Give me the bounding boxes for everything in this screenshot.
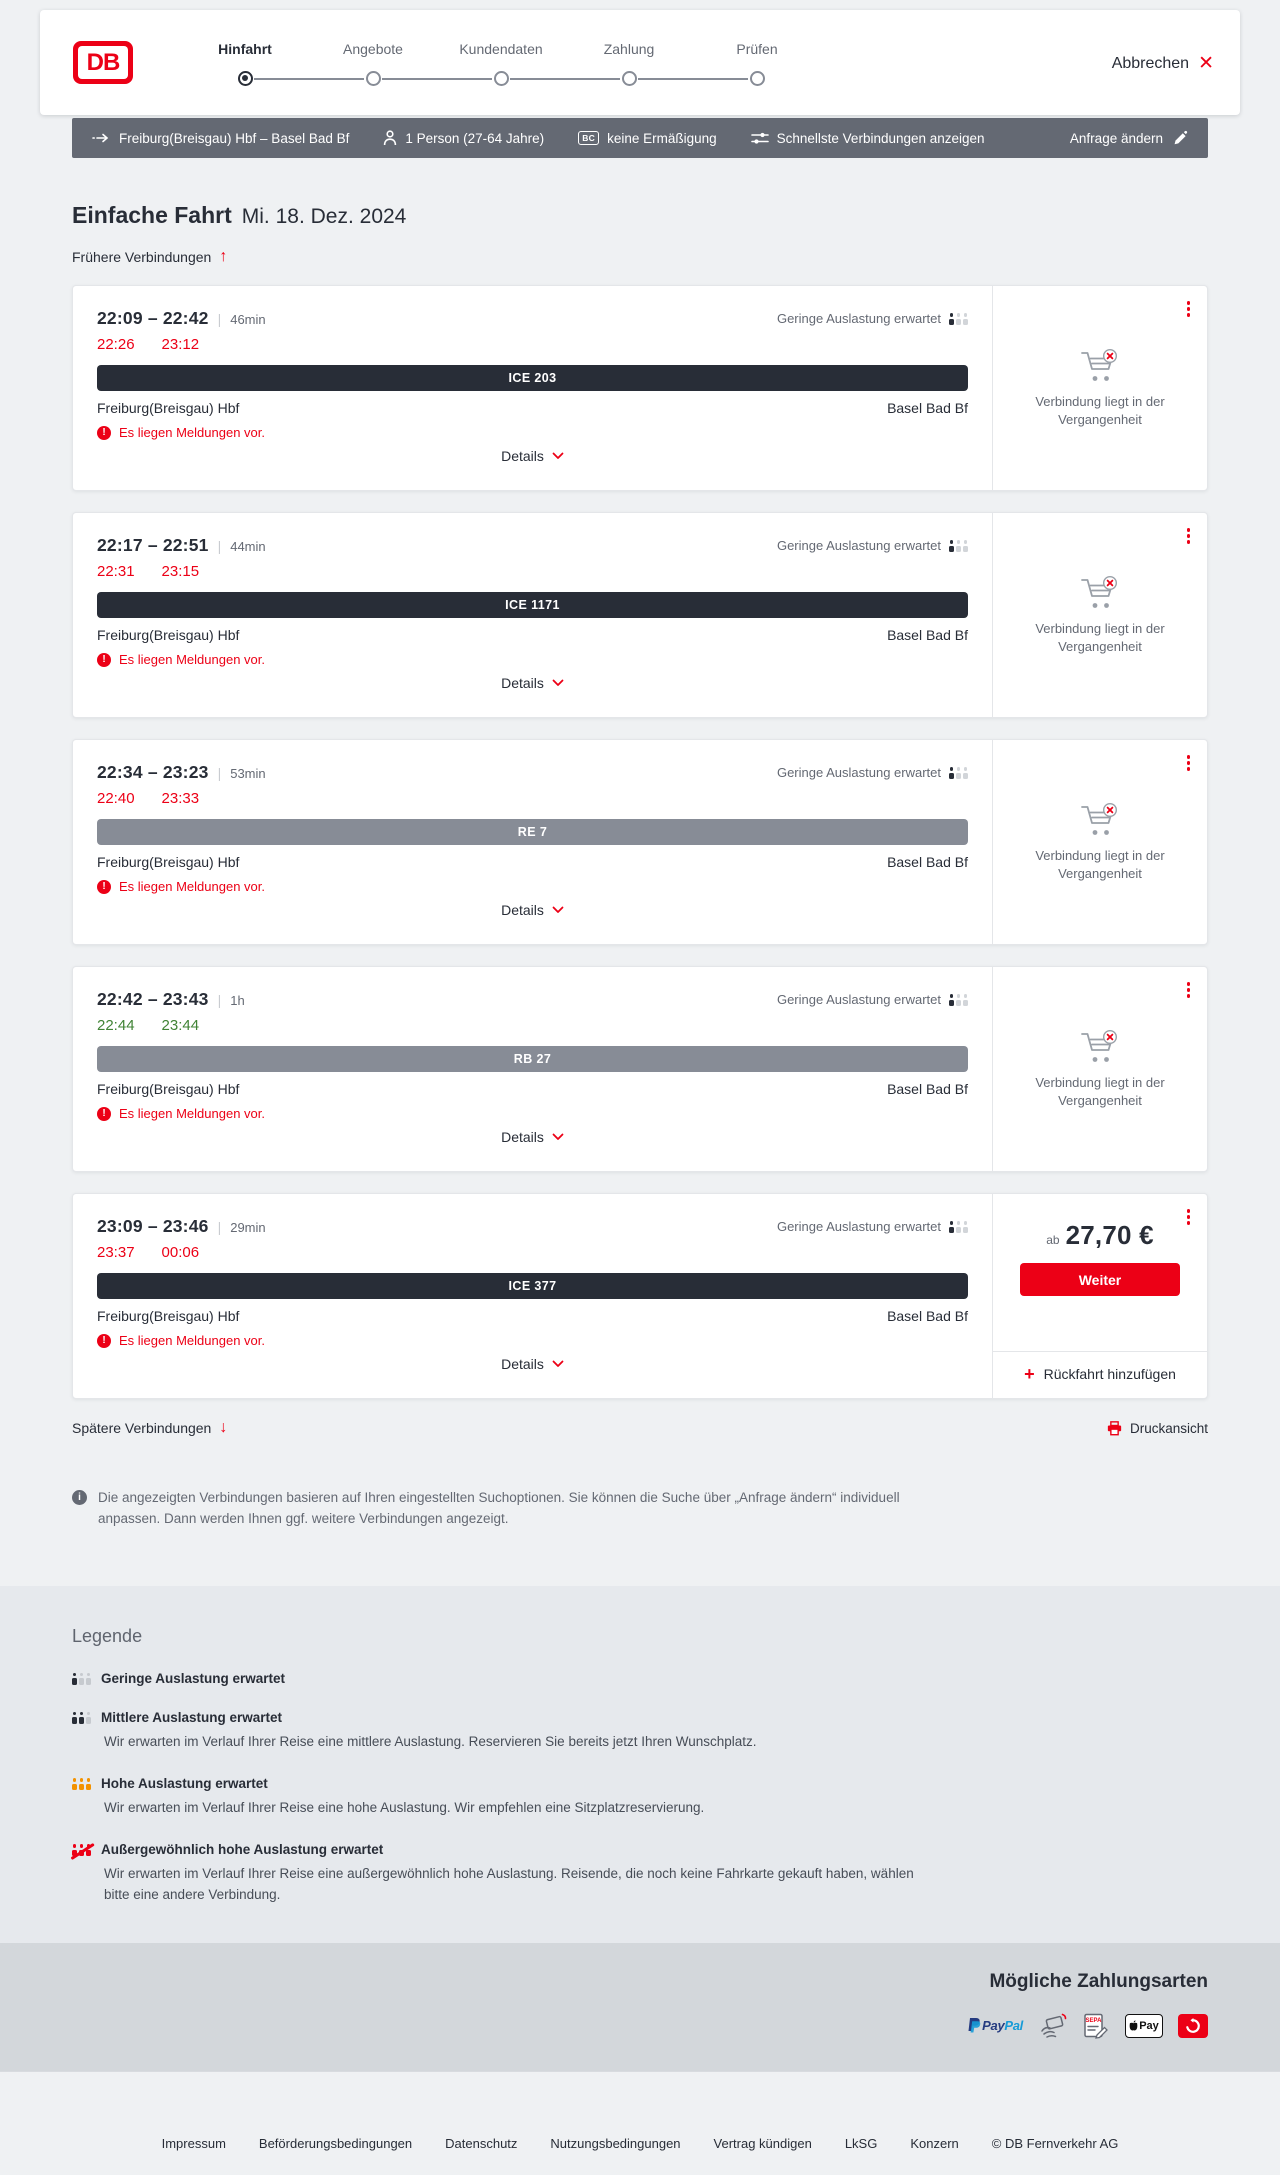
- sliders-icon: [751, 131, 769, 145]
- occupancy-status: [777, 1219, 968, 1234]
- occupancy-icon: [949, 312, 968, 325]
- giropay-hand-icon: [1038, 2013, 1068, 2039]
- past-connection-panel: [993, 967, 1207, 1171]
- chevron-down-icon: [552, 1360, 564, 1368]
- payment-section: [0, 1943, 1280, 2071]
- cart-unavailable-icon: [1079, 575, 1121, 611]
- delayed-times: 22:26 23:12: [97, 336, 200, 353]
- train-label-bar: ICE 203: [97, 365, 968, 391]
- occupancy-status: [777, 765, 968, 780]
- origin-station: Freiburg(Breisgau) Hbf: [97, 854, 240, 870]
- footer-link[interactable]: LkSG: [844, 2135, 878, 2151]
- messages-note: ! Es liegen Meldungen vor.: [97, 1333, 968, 1348]
- footer-link[interactable]: Beförderungsbedingungen: [258, 2135, 413, 2151]
- connection-card[interactable]: [72, 966, 1208, 1172]
- occupancy-icon: [949, 993, 968, 1006]
- past-connection-text: Verbindung liegt in der Vergangenheit: [1035, 847, 1165, 881]
- legend-item: [72, 1710, 1208, 1752]
- details-toggle[interactable]: Details: [497, 1121, 568, 1153]
- search-summary-bar: [72, 118, 1208, 158]
- paypal-mark-icon: [967, 2017, 982, 2035]
- route-summary: [92, 131, 349, 146]
- train-label-bar: ICE 1171: [97, 592, 968, 618]
- connection-card[interactable]: [72, 285, 1208, 491]
- connection-main: [73, 1194, 992, 1398]
- arrow-up-icon: ↑: [219, 248, 228, 265]
- details-toggle[interactable]: Details: [497, 667, 568, 699]
- footer-link[interactable]: Datenschutz: [445, 2135, 518, 2151]
- edit-request-button[interactable]: [1070, 130, 1188, 146]
- step-dot-icon: [622, 71, 637, 86]
- travelers-text: 1 Person (27-64 Jahre): [405, 130, 545, 146]
- price-panel: [993, 1194, 1207, 1398]
- edit-request-label: Anfrage ändern: [1069, 130, 1163, 146]
- legend-item: [72, 1776, 1208, 1818]
- note-text: Die angezeigten Verbindungen basieren auf Ihren eingestellten Suchoptionen. Sie können die Suche über „Anfrage ändern“ individuell anpassen. Dann werden Ihnen ggf. weitere Verbindungen angezeigt.: [98, 1490, 900, 1526]
- origin-station: Freiburg(Breisgau) Hbf: [97, 400, 240, 416]
- destination-station: Basel Bad Bf: [887, 400, 968, 416]
- legend-item: [72, 1671, 1208, 1686]
- legend-item-description: Wir erwarten im Verlauf Ihrer Reise eine hohe Auslastung. Wir empfehlen eine Sitzplatzreservierung.: [104, 1800, 705, 1816]
- cart-unavailable-icon: [1079, 802, 1121, 838]
- connection-card[interactable]: [72, 512, 1208, 718]
- cancel-label: Abbrechen: [1111, 54, 1190, 72]
- origin-station: Freiburg(Breisgau) Hbf: [97, 1308, 240, 1324]
- svg-text:SEPA: SEPA: [1085, 2017, 1102, 2024]
- chevron-down-icon: [552, 906, 564, 914]
- page-header: [40, 10, 1240, 115]
- copyright: © DB Fernverkehr AG: [991, 2135, 1119, 2151]
- occupancy-legend-icon: [72, 1777, 91, 1790]
- train-label-bar: RB 27: [97, 1046, 968, 1072]
- connection-times: 23:09 – 23:46 | 29min: [97, 1216, 266, 1236]
- destination-station: Basel Bad Bf: [887, 854, 968, 870]
- connection-duration: 44min: [230, 539, 266, 554]
- step-label: Prüfen: [736, 40, 778, 57]
- fastest-label: Schnellste Verbindungen anzeigen: [776, 130, 985, 146]
- messages-note: ! Es liegen Meldungen vor.: [97, 879, 968, 894]
- connection-side-panel: [992, 286, 1207, 490]
- paypal-icon: PayPal: [967, 2017, 1023, 2035]
- occupancy-icon: [949, 539, 968, 552]
- legend-item: [72, 1842, 1208, 1905]
- payment-icons-row: [967, 2013, 1208, 2039]
- step-dot-icon: [750, 71, 765, 86]
- printer-icon: [1107, 1421, 1122, 1436]
- pencil-icon: [1172, 130, 1188, 146]
- discount-text: keine Ermäßigung: [607, 130, 717, 146]
- past-connection-text: Verbindung liegt in der Vergangenheit: [1035, 1074, 1165, 1108]
- details-toggle[interactable]: Details: [497, 894, 568, 926]
- step-angebote: [309, 41, 437, 89]
- step-hinfahrt: [181, 41, 309, 89]
- legend-section: [0, 1586, 1280, 1943]
- train-label-bar: RE 7: [97, 819, 968, 845]
- price: ab 27,70 €: [1046, 1220, 1154, 1250]
- alert-icon: !: [97, 426, 111, 440]
- legend-item-title: Mittlere Auslastung erwartet: [101, 1709, 283, 1725]
- occupancy-icon: [949, 766, 968, 779]
- occupancy-label: Geringe Auslastung erwartet: [776, 311, 941, 326]
- occupancy-label: Geringe Auslastung erwartet: [776, 1219, 941, 1234]
- add-return-button[interactable]: + Rückfahrt hinzufügen: [993, 1351, 1207, 1398]
- kebab-menu[interactable]: [1184, 1206, 1194, 1228]
- train-label-bar: ICE 377: [97, 1273, 968, 1299]
- discount-summary: [578, 131, 716, 146]
- past-connection-text: Verbindung liegt in der Vergangenheit: [1035, 393, 1165, 427]
- earlier-connections-label: Frühere Verbindungen: [72, 249, 212, 265]
- messages-note: ! Es liegen Meldungen vor.: [97, 652, 968, 667]
- bahncard-icon: BC: [578, 131, 599, 145]
- messages-note: ! Es liegen Meldungen vor.: [97, 425, 968, 440]
- connection-duration: 53min: [230, 766, 266, 781]
- travelers-summary: [383, 130, 544, 146]
- connection-times: 22:17 – 22:51 | 44min: [97, 535, 266, 555]
- plus-icon: +: [1024, 1364, 1035, 1384]
- info-icon: i: [72, 1490, 87, 1505]
- person-icon: [383, 130, 397, 146]
- delayed-times: 22:40 23:33: [97, 790, 200, 807]
- details-toggle[interactable]: Details: [497, 1348, 568, 1380]
- step-dot-icon: [366, 71, 381, 86]
- footer-link[interactable]: Nutzungsbedingungen: [550, 2135, 681, 2151]
- destination-station: Basel Bad Bf: [887, 1081, 968, 1097]
- stations-row: [97, 1308, 968, 1324]
- connection-duration: 46min: [230, 312, 266, 327]
- stations-row: [97, 1081, 968, 1097]
- chevron-down-icon: [552, 452, 564, 460]
- occupancy-status: [777, 311, 968, 326]
- step-prüfen: [693, 41, 821, 89]
- occupancy-icon: [949, 1220, 968, 1233]
- alert-icon: !: [97, 1107, 111, 1121]
- stations-row: [97, 400, 968, 416]
- search-options-note: [72, 1488, 932, 1530]
- results-footer-row: [72, 1420, 1208, 1436]
- step-zahlung: [565, 41, 693, 89]
- legend-item-description: Wir erwarten im Verlauf Ihrer Reise eine mittlere Auslastung. Reservieren Sie bereits jetzt Ihren Wunschplatz.: [104, 1733, 757, 1749]
- connection-duration: 29min: [230, 1220, 266, 1235]
- earlier-connections-link[interactable]: [72, 249, 227, 265]
- page-title: [72, 202, 1208, 229]
- step-kundendaten: [437, 41, 565, 89]
- occupancy-legend-icon: [72, 1711, 91, 1724]
- connection-duration: 1h: [230, 993, 245, 1008]
- origin-station: Freiburg(Breisgau) Hbf: [97, 1081, 240, 1097]
- stations-row: [97, 627, 968, 643]
- kebab-menu[interactable]: [1184, 298, 1194, 320]
- footer-links: [40, 2136, 1240, 2151]
- route-text: Freiburg(Breisgau) Hbf – Basel Bad Bf: [119, 130, 350, 146]
- step-dot-icon: [238, 71, 253, 86]
- legend-item-title: Außergewöhnlich hohe Auslastung erwartet: [101, 1842, 384, 1858]
- footer-link[interactable]: Vertrag kündigen: [713, 2135, 812, 2151]
- connection-main: [73, 967, 992, 1171]
- step-label: Zahlung: [603, 40, 655, 57]
- occupancy-label: Geringe Auslastung erwartet: [776, 538, 941, 553]
- footer-link[interactable]: Konzern: [910, 2135, 959, 2151]
- legend-item-title: Geringe Auslastung erwartet: [101, 1670, 286, 1686]
- past-connection-panel: [993, 513, 1207, 717]
- kebab-menu[interactable]: [1184, 525, 1194, 547]
- print-view-label: Druckansicht: [1129, 1420, 1208, 1436]
- past-connection-text: Verbindung liegt in der Vergangenheit: [1035, 620, 1165, 654]
- kebab-menu[interactable]: [1184, 979, 1194, 1001]
- step-dot-icon: [494, 71, 509, 86]
- occupancy-status: [777, 538, 968, 553]
- cart-unavailable-icon: [1079, 1029, 1121, 1065]
- legend-item-title: Hohe Auslastung erwartet: [101, 1776, 268, 1792]
- fastest-connections-toggle[interactable]: [751, 131, 985, 146]
- occupancy-legend-icon: [72, 1843, 91, 1856]
- close-icon: ✕: [1198, 53, 1214, 74]
- stations-row: [97, 854, 968, 870]
- sepa-lastschrift-icon: [1083, 2013, 1110, 2039]
- step-label: Kundendaten: [459, 40, 543, 57]
- step-label: Hinfahrt: [218, 40, 272, 57]
- apple-pay-label: Pay: [1139, 2019, 1159, 2032]
- legend-items: [72, 1671, 1208, 1905]
- cancel-button[interactable]: [1112, 54, 1214, 73]
- connection-card[interactable]: [72, 1193, 1208, 1399]
- footer-link[interactable]: Impressum: [161, 2135, 226, 2151]
- legend-item-description: Wir erwarten im Verlauf Ihrer Reise eine außergewöhnlich hohe Auslastung. Reisende, die noch keine Fahrkarte gekauft haben, wählen bitte eine andere Verbindung.: [104, 1866, 914, 1902]
- past-connection-panel: [993, 286, 1207, 490]
- db-logo[interactable]: [73, 41, 133, 84]
- db-logo-text: DB: [78, 46, 128, 79]
- sofort-icon: [1178, 2014, 1208, 2038]
- legend-title: Legende: [72, 1625, 143, 1646]
- chevron-down-icon: [552, 679, 564, 687]
- connection-main: [73, 286, 992, 490]
- payment-title: Mögliche Zahlungsarten: [989, 1970, 1208, 1992]
- destination-station: Basel Bad Bf: [887, 1308, 968, 1324]
- messages-note: ! Es liegen Meldungen vor.: [97, 1106, 968, 1121]
- later-connections-label: Spätere Verbindungen: [72, 1420, 212, 1436]
- alert-icon: !: [97, 1334, 111, 1348]
- later-connections-link[interactable]: [72, 1420, 227, 1436]
- connection-side-panel: [992, 740, 1207, 944]
- chevron-down-icon: [552, 1133, 564, 1141]
- destination-station: Basel Bad Bf: [887, 627, 968, 643]
- page-footer: [0, 2071, 1280, 2175]
- connection-side-panel: [992, 513, 1207, 717]
- results-main: [0, 202, 1280, 1530]
- connection-card[interactable]: [72, 739, 1208, 945]
- delayed-times: 23:37 00:06: [97, 1244, 200, 1261]
- apple-pay-icon: [1125, 2014, 1163, 2038]
- connection-times: 22:34 – 23:23 | 53min: [97, 762, 266, 782]
- connection-times: 22:09 – 22:42 | 46min: [97, 308, 266, 328]
- connection-side-panel: [992, 1194, 1207, 1398]
- delayed-times: 22:44 23:44: [97, 1017, 200, 1034]
- one-way-arrow-icon: [92, 133, 111, 143]
- occupancy-legend-icon: [72, 1672, 91, 1685]
- cart-unavailable-icon: [1079, 348, 1121, 384]
- alert-icon: !: [97, 653, 111, 667]
- print-view-link[interactable]: [1107, 1421, 1208, 1436]
- weiter-button[interactable]: Weiter: [1020, 1263, 1180, 1296]
- details-toggle[interactable]: Details: [497, 440, 568, 472]
- trip-date: Mi. 18. Dez. 2024: [241, 205, 407, 228]
- occupancy-label: Geringe Auslastung erwartet: [776, 765, 941, 780]
- connection-main: [73, 513, 992, 717]
- occupancy-status: [777, 992, 968, 1007]
- kebab-menu[interactable]: [1184, 752, 1194, 774]
- connections-list: [72, 285, 1208, 1399]
- delayed-times: 22:31 23:15: [97, 563, 200, 580]
- past-connection-panel: [993, 740, 1207, 944]
- arrow-down-icon: ↓: [219, 1419, 228, 1436]
- progress-stepper: [181, 37, 821, 89]
- step-label: Angebote: [343, 40, 403, 57]
- alert-icon: !: [97, 880, 111, 894]
- trip-type-title: Einfache Fahrt: [72, 202, 232, 228]
- connection-main: [73, 740, 992, 944]
- occupancy-label: Geringe Auslastung erwartet: [776, 992, 941, 1007]
- connection-side-panel: [992, 967, 1207, 1171]
- connection-times: 22:42 – 23:43 | 1h: [97, 989, 245, 1009]
- origin-station: Freiburg(Breisgau) Hbf: [97, 627, 240, 643]
